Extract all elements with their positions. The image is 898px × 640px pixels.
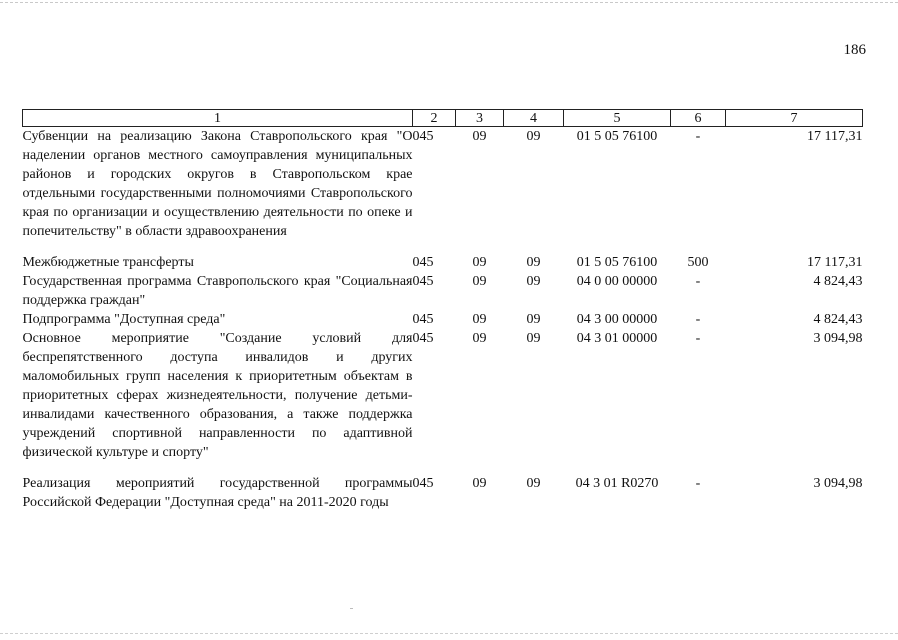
table-row <box>23 253 863 272</box>
cell-amount: 17 117,31 <box>807 255 863 270</box>
row-name: Субвенции на реализацию Закона Ставропольского края "О наделении органов местного самоуправления муниципальных районов и городских округов в Ставропольском крае отдельными государственными полномочиями Ставропольского края по организации и осуществлению деятельности по опеке и попечительству" в области здравоохранения <box>22 129 413 239</box>
page-number: 186 <box>843 42 866 58</box>
cell-expense-type: - <box>695 274 701 289</box>
cell-section: 09 <box>472 129 487 144</box>
table-row <box>23 329 863 474</box>
cell-subsection: 09 <box>526 312 541 327</box>
cell-target-article: 04 3 01 R0270 <box>575 476 659 491</box>
cell-ministry-code: 045 <box>412 331 434 346</box>
budget-table <box>22 109 863 512</box>
cell-subsection: 09 <box>526 129 541 144</box>
cell-section: 09 <box>472 274 487 289</box>
cell-ministry-code: 045 <box>412 274 434 289</box>
cell-ministry-code: 045 <box>412 255 434 270</box>
cell-section: 09 <box>472 476 487 491</box>
cell-ministry-code: 045 <box>412 129 434 144</box>
table-row <box>23 272 863 310</box>
cell-target-article: 04 0 00 00000 <box>576 274 658 289</box>
cell-ministry-code: 045 <box>412 312 434 327</box>
cell-expense-type: - <box>695 129 701 144</box>
cell-amount: 17 117,31 <box>807 129 863 144</box>
cell-section: 09 <box>472 255 487 270</box>
row-name: Основное мероприятие "Создание условий для беспрепятственного доступа инвалидов и других маломобильных групп населения к приоритетным объектам в приоритетных сферах жизнедеятельности, получение детьми-инвалидами качественного образования, а также поддержка учреждений спортивной направленности по адаптивной физической культуре и спорту" <box>22 331 413 460</box>
column-header: 1 <box>23 110 413 127</box>
column-header: 2 <box>413 110 456 127</box>
scan-top-edge <box>0 2 898 3</box>
cell-target-article: 01 5 05 76100 <box>576 255 658 270</box>
cell-section: 09 <box>472 331 487 346</box>
cell-amount: 4 824,43 <box>813 312 863 327</box>
row-name: Реализация мероприятий государственной программы Российской Федерации "Доступная среда" на 2011-2020 годы <box>22 476 413 510</box>
column-header: 6 <box>671 110 726 127</box>
scan-bottom-edge <box>0 633 898 634</box>
row-name: Межбюджетные трансферты <box>22 255 194 270</box>
row-name: Подпрограмма "Доступная среда" <box>22 312 226 327</box>
cell-subsection: 09 <box>526 476 541 491</box>
cell-subsection: 09 <box>526 274 541 289</box>
cell-expense-type: 500 <box>687 255 709 270</box>
cell-section: 09 <box>472 312 487 327</box>
table-row <box>23 310 863 329</box>
table-row <box>23 474 863 512</box>
table-row <box>23 127 863 254</box>
column-header: 5 <box>564 110 671 127</box>
cell-subsection: 09 <box>526 331 541 346</box>
cell-expense-type: - <box>695 312 701 327</box>
row-name: Государственная программа Ставропольского края "Социальная поддержка граждан" <box>22 274 413 308</box>
cell-target-article: 04 3 01 00000 <box>576 331 658 346</box>
cell-ministry-code: 045 <box>412 476 434 491</box>
table-header-row <box>23 110 863 127</box>
column-header: 4 <box>504 110 564 127</box>
cell-amount: 3 094,98 <box>813 331 863 346</box>
column-header: 7 <box>726 110 863 127</box>
cell-amount: 4 824,43 <box>813 274 863 289</box>
cell-subsection: 09 <box>526 255 541 270</box>
cell-target-article: 04 3 00 00000 <box>576 312 658 327</box>
scan-speck <box>350 608 353 609</box>
cell-expense-type: - <box>695 331 701 346</box>
cell-expense-type: - <box>695 476 701 491</box>
column-header: 3 <box>456 110 504 127</box>
cell-amount: 3 094,98 <box>813 476 863 491</box>
cell-target-article: 01 5 05 76100 <box>576 129 658 144</box>
